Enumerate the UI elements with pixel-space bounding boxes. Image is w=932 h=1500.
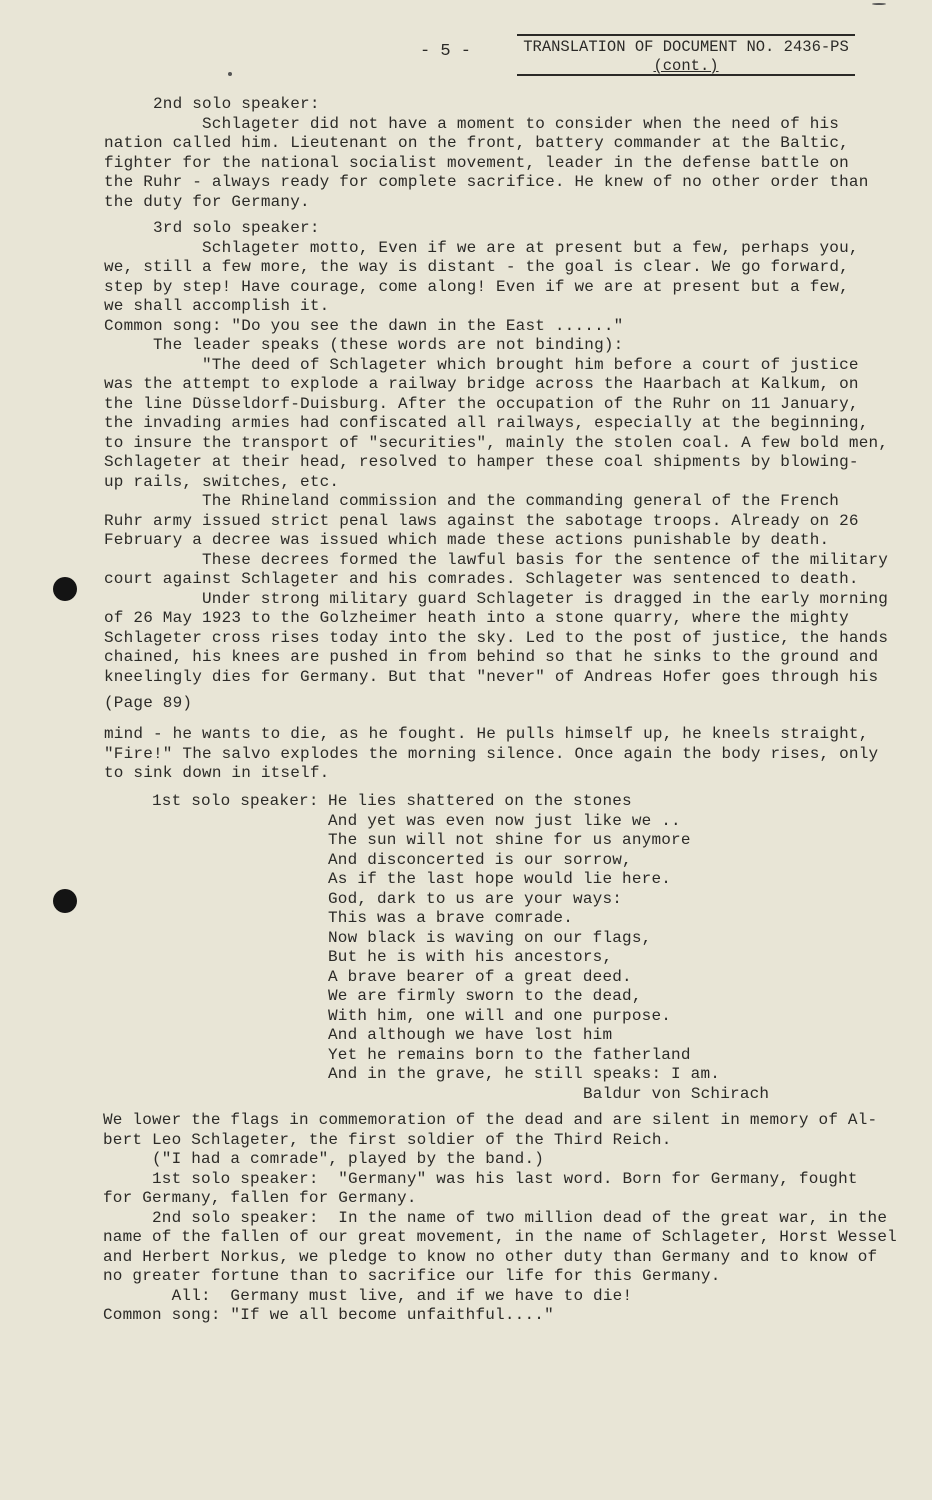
text-line: court against Schlageter and his comrades. Schlageter was sentenced to death.: [104, 570, 859, 588]
text-line: the line Düsseldorf-Duisburg. After the occupation of the Ruhr on 11 January,: [104, 394, 859, 413]
text-line: 2nd solo speaker: In the name of two million dead of the great war, in the: [152, 1208, 888, 1227]
text-line: With him, one will and one purpose.: [328, 1006, 672, 1025]
text-line: And although we have lost him: [328, 1026, 613, 1044]
section-execution: [104, 725, 878, 784]
text-line: to insure the transport of "securities", mainly the stolen coal. A few bold men,: [104, 433, 889, 452]
text-line: up rails, switches, etc.: [104, 472, 340, 491]
text-line: chained, his knees are pushed in from behind so that he sinks to the ground and: [104, 648, 879, 666]
text-line: God, dark to us are your ways:: [328, 889, 623, 908]
text-line: 1st solo speaker: "Germany" was his last word. Born for Germany, fought: [152, 1169, 858, 1188]
text-line: no greater fortune than to sacrifice our life for this Germany.: [103, 1267, 721, 1285]
text-line: Ruhr army issued strict penal laws against the sabotage troops. Already on 26: [104, 511, 859, 530]
text-line: The leader speaks (these words are not binding):: [153, 336, 624, 354]
text-line: And in the grave, he still speaks: I am.: [328, 1065, 721, 1083]
text-line: We lower the flags in commemoration of the dead and are silent in memory of Al-: [103, 1111, 878, 1129]
document-title-box: [517, 34, 855, 76]
text-line: He lies shattered on the stones: [328, 792, 632, 810]
text-line: kneelingly dies for Germany. But that "never" of Andreas Hofer goes through his: [104, 667, 879, 686]
text-line: A brave bearer of a great deed.: [328, 967, 632, 986]
text-line: The sun will not shine for us anymore: [328, 831, 691, 849]
text-line: Schlageter motto, Even if we are at present but a few, perhaps you,: [202, 238, 859, 257]
page-number: - 5 -: [420, 42, 472, 61]
section-second-speaker: [104, 95, 869, 212]
text-line: ("I had a comrade", played by the band.): [152, 1150, 545, 1168]
text-line: 2nd solo speaker:: [153, 95, 320, 113]
text-line: step by step! Have courage, come along! Even if we are at present but a few,: [104, 277, 849, 296]
text-line: 3rd solo speaker:: [153, 219, 320, 237]
paper-speck: [228, 72, 232, 76]
document-subtitle: (cont.): [653, 57, 719, 75]
text-line: name of the fallen of our great movement, in the name of Schlageter, Horst Wessel: [103, 1228, 897, 1246]
text-line: Common song: "If we all become unfaithful....": [103, 1306, 554, 1324]
text-line: And yet was even now just like we ..: [328, 811, 681, 830]
punch-hole: [53, 577, 77, 601]
text-line: and Herbert Norkus, we pledge to know no other duty than Germany and to know of: [103, 1247, 878, 1266]
text-line: But he is with his ancestors,: [328, 948, 613, 966]
paper-mark: [872, 3, 886, 5]
poem-author: Baldur von Schirach: [583, 1084, 770, 1103]
text-line: we, still a few more, the way is distant - the goal is clear. We go forward,: [104, 258, 849, 276]
text-line: of 26 May 1923 to the Golzheimer heath into a stone quarry, where the mighty: [104, 609, 849, 627]
text-line: This was a brave comrade.: [328, 909, 574, 927]
text-line: These decrees formed the lawful basis for the sentence of the military: [202, 550, 889, 569]
text-line: "The deed of Schlageter which brought him before a court of justice: [202, 355, 859, 374]
text-line: And disconcerted is our sorrow,: [328, 850, 632, 869]
text-line: "Fire!" The salvo explodes the morning silence. Once again the body rises, only: [104, 744, 879, 763]
text-line: to sink down in itself.: [104, 764, 330, 782]
section-closing: [103, 1111, 897, 1326]
text-line: the Ruhr - always ready for complete sacrifice. He knew of no other order than: [104, 173, 869, 191]
text-line: we shall accomplish it.: [104, 297, 330, 315]
poem: [328, 792, 720, 1085]
text-line: The Rhineland commission and the commanding general of the French: [202, 492, 840, 510]
punch-hole: [53, 889, 77, 913]
text-line: All: Germany must live, and if we have to die!: [171, 1286, 633, 1305]
text-line: Now black is waving on our flags,: [328, 928, 652, 947]
text-line: We are firmly sworn to the dead,: [328, 987, 642, 1005]
text-line: Schlageter did not have a moment to consider when the need of his: [202, 114, 840, 133]
text-line: Yet he remains born to the fatherland: [328, 1045, 691, 1064]
text-line: bert Leo Schlageter, the first soldier of the Third Reich.: [103, 1130, 672, 1149]
text-line: Schlageter at their head, resolved to hamper these coal shipments by blowing-: [104, 453, 859, 471]
poem-speaker: 1st solo speaker:: [152, 792, 319, 810]
document-title: TRANSLATION OF DOCUMENT NO. 2436-PS: [523, 38, 849, 56]
text-line: Common song: "Do you see the dawn in the East ......": [104, 316, 624, 335]
text-line: February a decree was issued which made these actions punishable by death.: [104, 531, 830, 549]
text-line: the duty for Germany.: [104, 192, 310, 211]
text-line: for Germany, fallen for Germany.: [103, 1189, 417, 1207]
section-third-speaker-and-leader: [104, 219, 888, 687]
text-line: mind - he wants to die, as he fought. He pulls himself up, he kneels straight,: [104, 725, 869, 743]
text-line: Under strong military guard Schlageter is dragged in the early morning: [202, 589, 889, 608]
text-line: As if the last hope would lie here.: [328, 870, 672, 888]
text-line: the invading armies had confiscated all railways, especially at the beginning,: [104, 414, 869, 432]
text-line: nation called him. Lieutenant on the front, battery commander at the Baltic,: [104, 134, 849, 152]
page-reference: (Page 89): [104, 694, 193, 712]
text-line: fighter for the national socialist movement, leader in the defense battle on: [104, 153, 849, 172]
text-line: Schlageter cross rises today into the sky. Led to the post of justice, the hands: [104, 628, 889, 647]
text-line: was the attempt to explode a railway bridge across the Haarbach at Kalkum, on: [104, 375, 859, 393]
